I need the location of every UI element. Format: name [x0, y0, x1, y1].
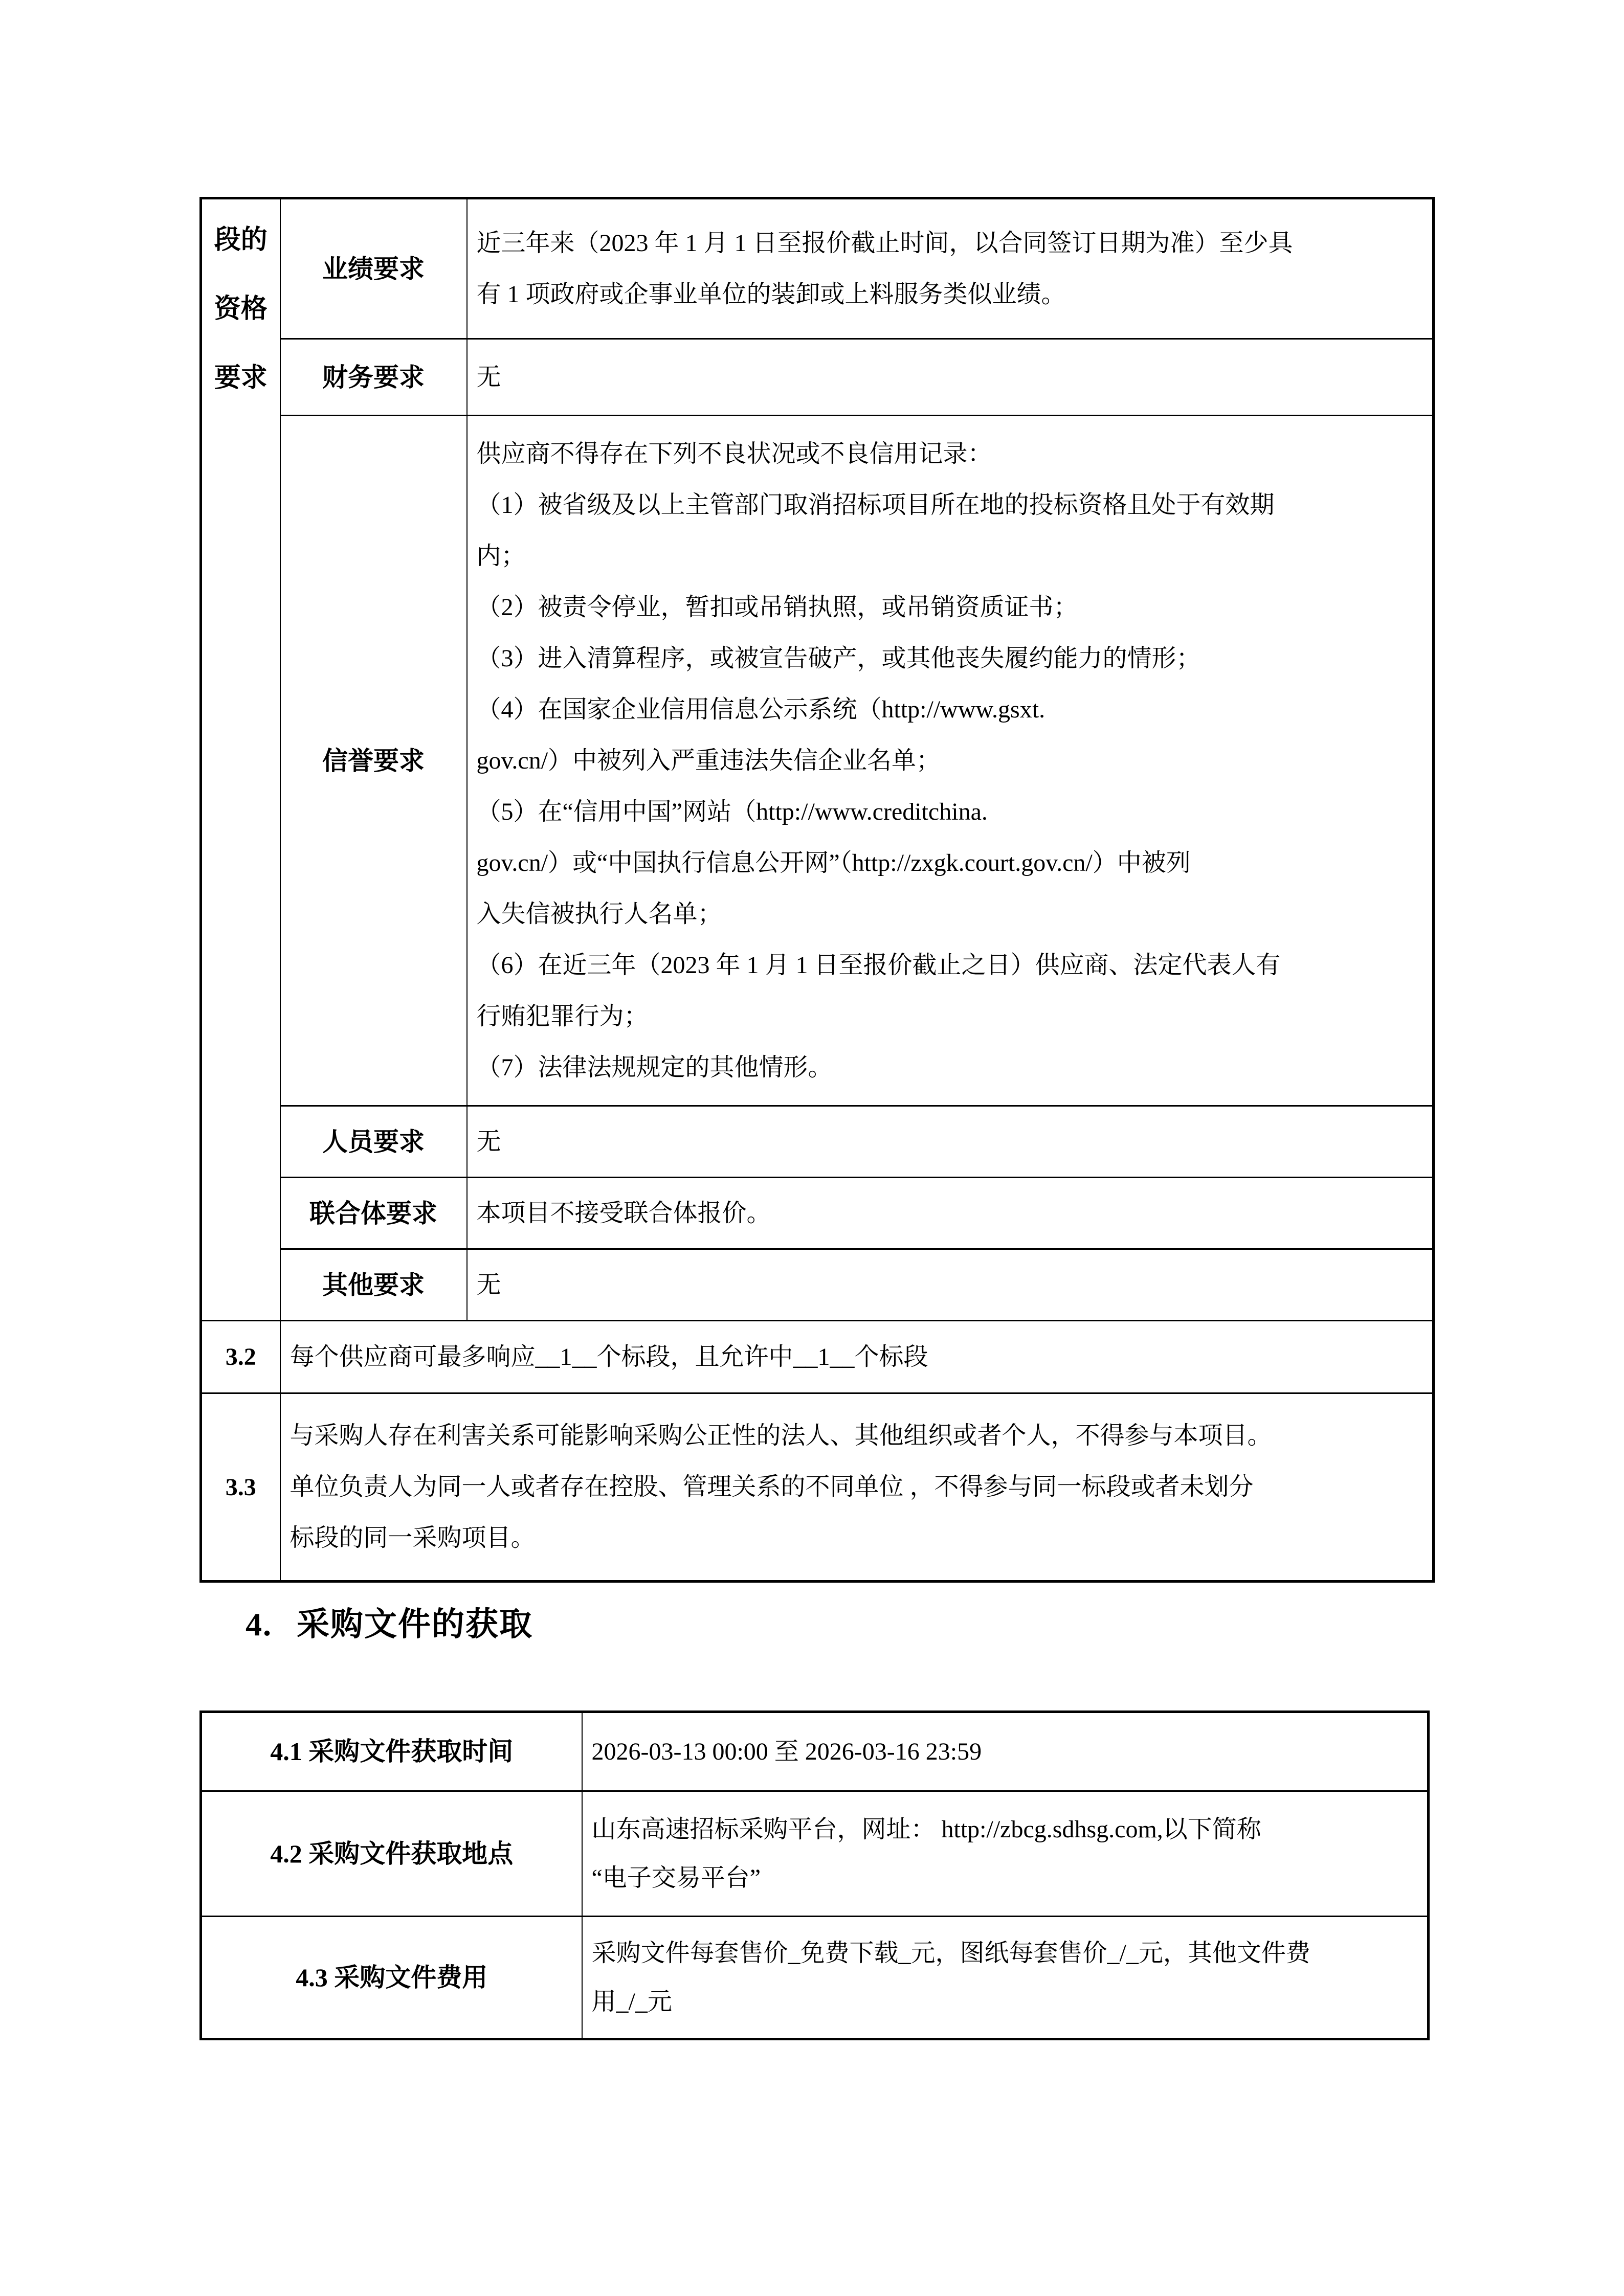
requirement-content-personnel: 无 — [467, 1106, 1434, 1178]
requirement-content-consortium: 本项目不接受联合体报价。 — [467, 1178, 1434, 1249]
table-row — [201, 1393, 1434, 1582]
clause-number-3-3: 3.3 — [201, 1393, 280, 1582]
qualification-table — [199, 197, 1435, 1583]
clause-content-3-2: 每个供应商可最多响应__1__个标段，且允许中__1__个标段 — [280, 1321, 1434, 1393]
acquisition-content-fee: 采购文件每套售价_免费下载_元，图纸每套售价_/_元，其他文件费 用_/_元 — [582, 1917, 1429, 2039]
table-row — [201, 1321, 1434, 1393]
section-heading-number: 4. — [246, 1606, 272, 1642]
acquisition-table — [199, 1710, 1430, 2040]
clause-content-3-3: 与采购人存在利害关系可能影响采购公正性的法人、其他组织或者个人，不得参与本项目。 单位负责人为同一人或者存在控股、管理关系的不同单位 ，不得参与同一标段或者未划分 标段的同一采购项目。 — [280, 1393, 1434, 1582]
table-row — [201, 1249, 1434, 1321]
table-row — [201, 416, 1434, 1106]
section-heading — [246, 1598, 533, 1645]
requirement-label-credit: 信誉要求 — [280, 416, 467, 1106]
side-label-cell: 段的 资格 要求 — [201, 198, 280, 1321]
requirement-label-performance: 业绩要求 — [280, 198, 467, 339]
table-row — [201, 1791, 1429, 1917]
acquisition-content-time: 2026-03-13 00:00 至 2026-03-16 23:59 — [582, 1712, 1429, 1791]
table-row — [201, 198, 1434, 339]
acquisition-content-place: 山东高速招标采购平台，网址： http://zbcg.sdhsg.com,以下简称 “电子交易平台” — [582, 1791, 1429, 1917]
table-row — [201, 1712, 1429, 1791]
acquisition-label-place: 4.2 采购文件获取地点 — [201, 1791, 582, 1917]
requirement-content-credit: 供应商不得存在下列不良状况或不良信用记录： （1）被省级及以上主管部门取消招标项目所在地的投标资格且处于有效期 内； （2）被责令停业，暂扣或吊销执照，或吊销资质证书； （3）进入清算程序，或被宣告破产，或其他丧失履约能力的情形； （4）在国家企业信用信息公示系统（http://www.gsxt. gov.cn/）中被列入严重违法失信企业名单； （5）在“信用中国”网站（http://www.creditchina. gov.cn/）或“中国执行信息公开网”（http://zxgk.court.gov.cn/）中被列 入失信被执行人名单； （6）在近三年（2023 年 1 月 1 日至报价截止之日）供应商、法定代表人有 行贿犯罪行为； （7）法律法规规定的其他情形。 — [467, 416, 1434, 1106]
requirement-content-performance: 近三年来（2023 年 1 月 1 日至报价截止时间，以合同签订日期为准）至少具 有 1 项政府或企事业单位的装卸或上料服务类似业绩。 — [467, 198, 1434, 339]
clause-number-3-2: 3.2 — [201, 1321, 280, 1393]
requirement-content-other: 无 — [467, 1249, 1434, 1321]
requirement-label-consortium: 联合体要求 — [280, 1178, 467, 1249]
acquisition-label-time: 4.1 采购文件获取时间 — [201, 1712, 582, 1791]
table-row — [201, 1178, 1434, 1249]
requirement-label-personnel: 人员要求 — [280, 1106, 467, 1178]
table-row — [201, 1917, 1429, 2039]
requirement-label-financial: 财务要求 — [280, 339, 467, 416]
requirement-content-financial: 无 — [467, 339, 1434, 416]
acquisition-label-fee: 4.3 采购文件费用 — [201, 1917, 582, 2039]
section-heading-title: 采购文件的获取 — [297, 1606, 533, 1642]
table-row — [201, 339, 1434, 416]
table-row — [201, 1106, 1434, 1178]
requirement-label-other: 其他要求 — [280, 1249, 467, 1321]
